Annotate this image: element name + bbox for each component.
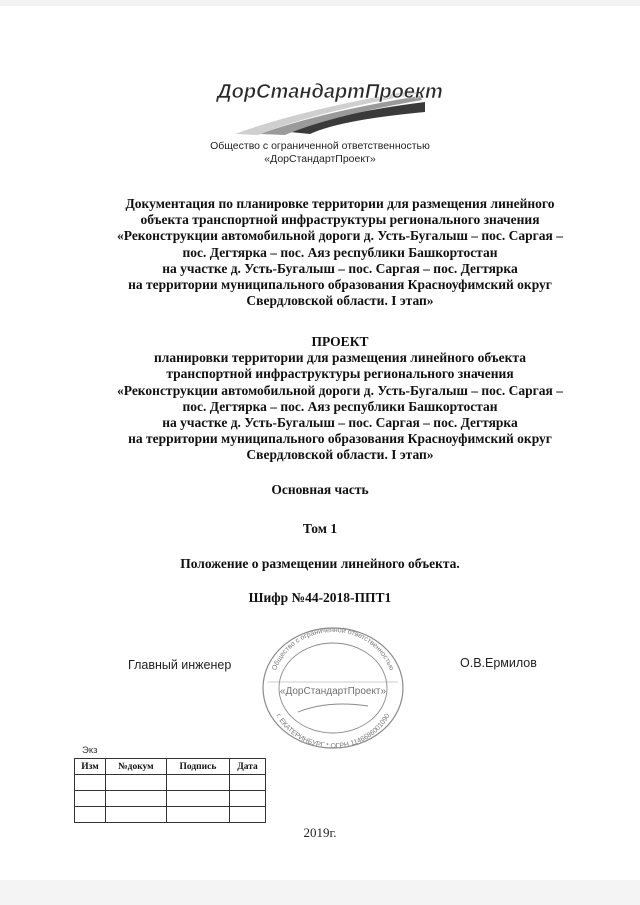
part-label: Основная часть (271, 482, 369, 497)
documentation-title: Документация по планировке территории для размещения линейного объекта транспортной инфраструктуры регионального значения «Реконструкции автомобильной дороги д. Усть-Бугалыш – пос. Саргая – пос. Дегтярка – пос. Аяз республики Башкортостан на участке д. Усть-Бугалыш – пос. Саргая – пос. Дегтярка на территории муниципального образования Красноуфимский округ Свердловской области. I этап» (117, 196, 563, 309)
scan-top-edge (0, 0, 640, 6)
table-cell (229, 807, 265, 823)
revision-table (74, 758, 266, 823)
company-stamp (258, 620, 408, 750)
svg-text:Общество с ограниченной ответс (271, 627, 395, 672)
volume-label: Том 1 (302, 521, 338, 536)
table-cell (105, 775, 166, 791)
copy-label: Экз (82, 745, 98, 756)
company-name: Общество с ограниченной ответственностью «ДорСтандартПроект» (210, 140, 430, 165)
table-header-cell: Подпись (166, 759, 229, 775)
table-header-cell: Изм (75, 759, 106, 775)
company-logo (217, 72, 443, 136)
table-cell (75, 807, 106, 823)
table-cell (105, 791, 166, 807)
stamp-ring-bottom: г. ЕКАТЕРИНБУРГ * ОГРН 1146686001090 (274, 712, 392, 750)
document-year: 2019г. (303, 825, 337, 840)
svg-text:г. ЕКАТЕРИНБУРГ * ОГРН 1146686 (274, 713, 391, 750)
table-header-row (75, 759, 266, 775)
table-cell (105, 807, 166, 823)
stamp-center-text: «ДорСтандартПроект» (279, 686, 387, 697)
table-header-cell: №докум (105, 759, 166, 775)
project-title: ПРОЕКТ планировки территории для размещения линейного объекта транспортной инфраструктуры регионального значения «Реконструкции автомобильной дороги д. Усть-Бугалыш – пос. Саргая – пос. Дегтярка – пос. Аяз республики Башкортостан на участке д. Усть-Бугалыш – пос. Саргая – пос. Дегтярка на территории муниципального образования Красноуфимский округ Свердловской области. I этап» (60, 334, 620, 464)
signer-role: Главный инженер (128, 658, 232, 672)
table-row (75, 775, 266, 791)
table-header-cell: Дата (229, 759, 265, 775)
stamp-ring-top: Общество с ограниченной ответственностью (271, 626, 395, 672)
project-heading: ПРОЕКТ (311, 334, 369, 349)
scan-bottom-edge (0, 880, 640, 905)
table-cell (229, 775, 265, 791)
table-cell (229, 791, 265, 807)
table-row (75, 807, 266, 823)
table-cell (166, 807, 229, 823)
signer-name: О.В.Ермилов (460, 656, 537, 670)
cipher-label: Шифр №44-2018-ППТ1 (248, 590, 392, 605)
table-cell (75, 775, 106, 791)
table-cell (166, 791, 229, 807)
subject-label: Положение о размещении линейного объекта. (180, 556, 460, 571)
logo-text: ДорСтандартПроект (217, 81, 443, 103)
table-cell (75, 791, 106, 807)
road-logo-icon (217, 72, 443, 136)
table-cell (166, 775, 229, 791)
table-row (75, 791, 266, 807)
signature-scribble-icon (298, 704, 368, 712)
